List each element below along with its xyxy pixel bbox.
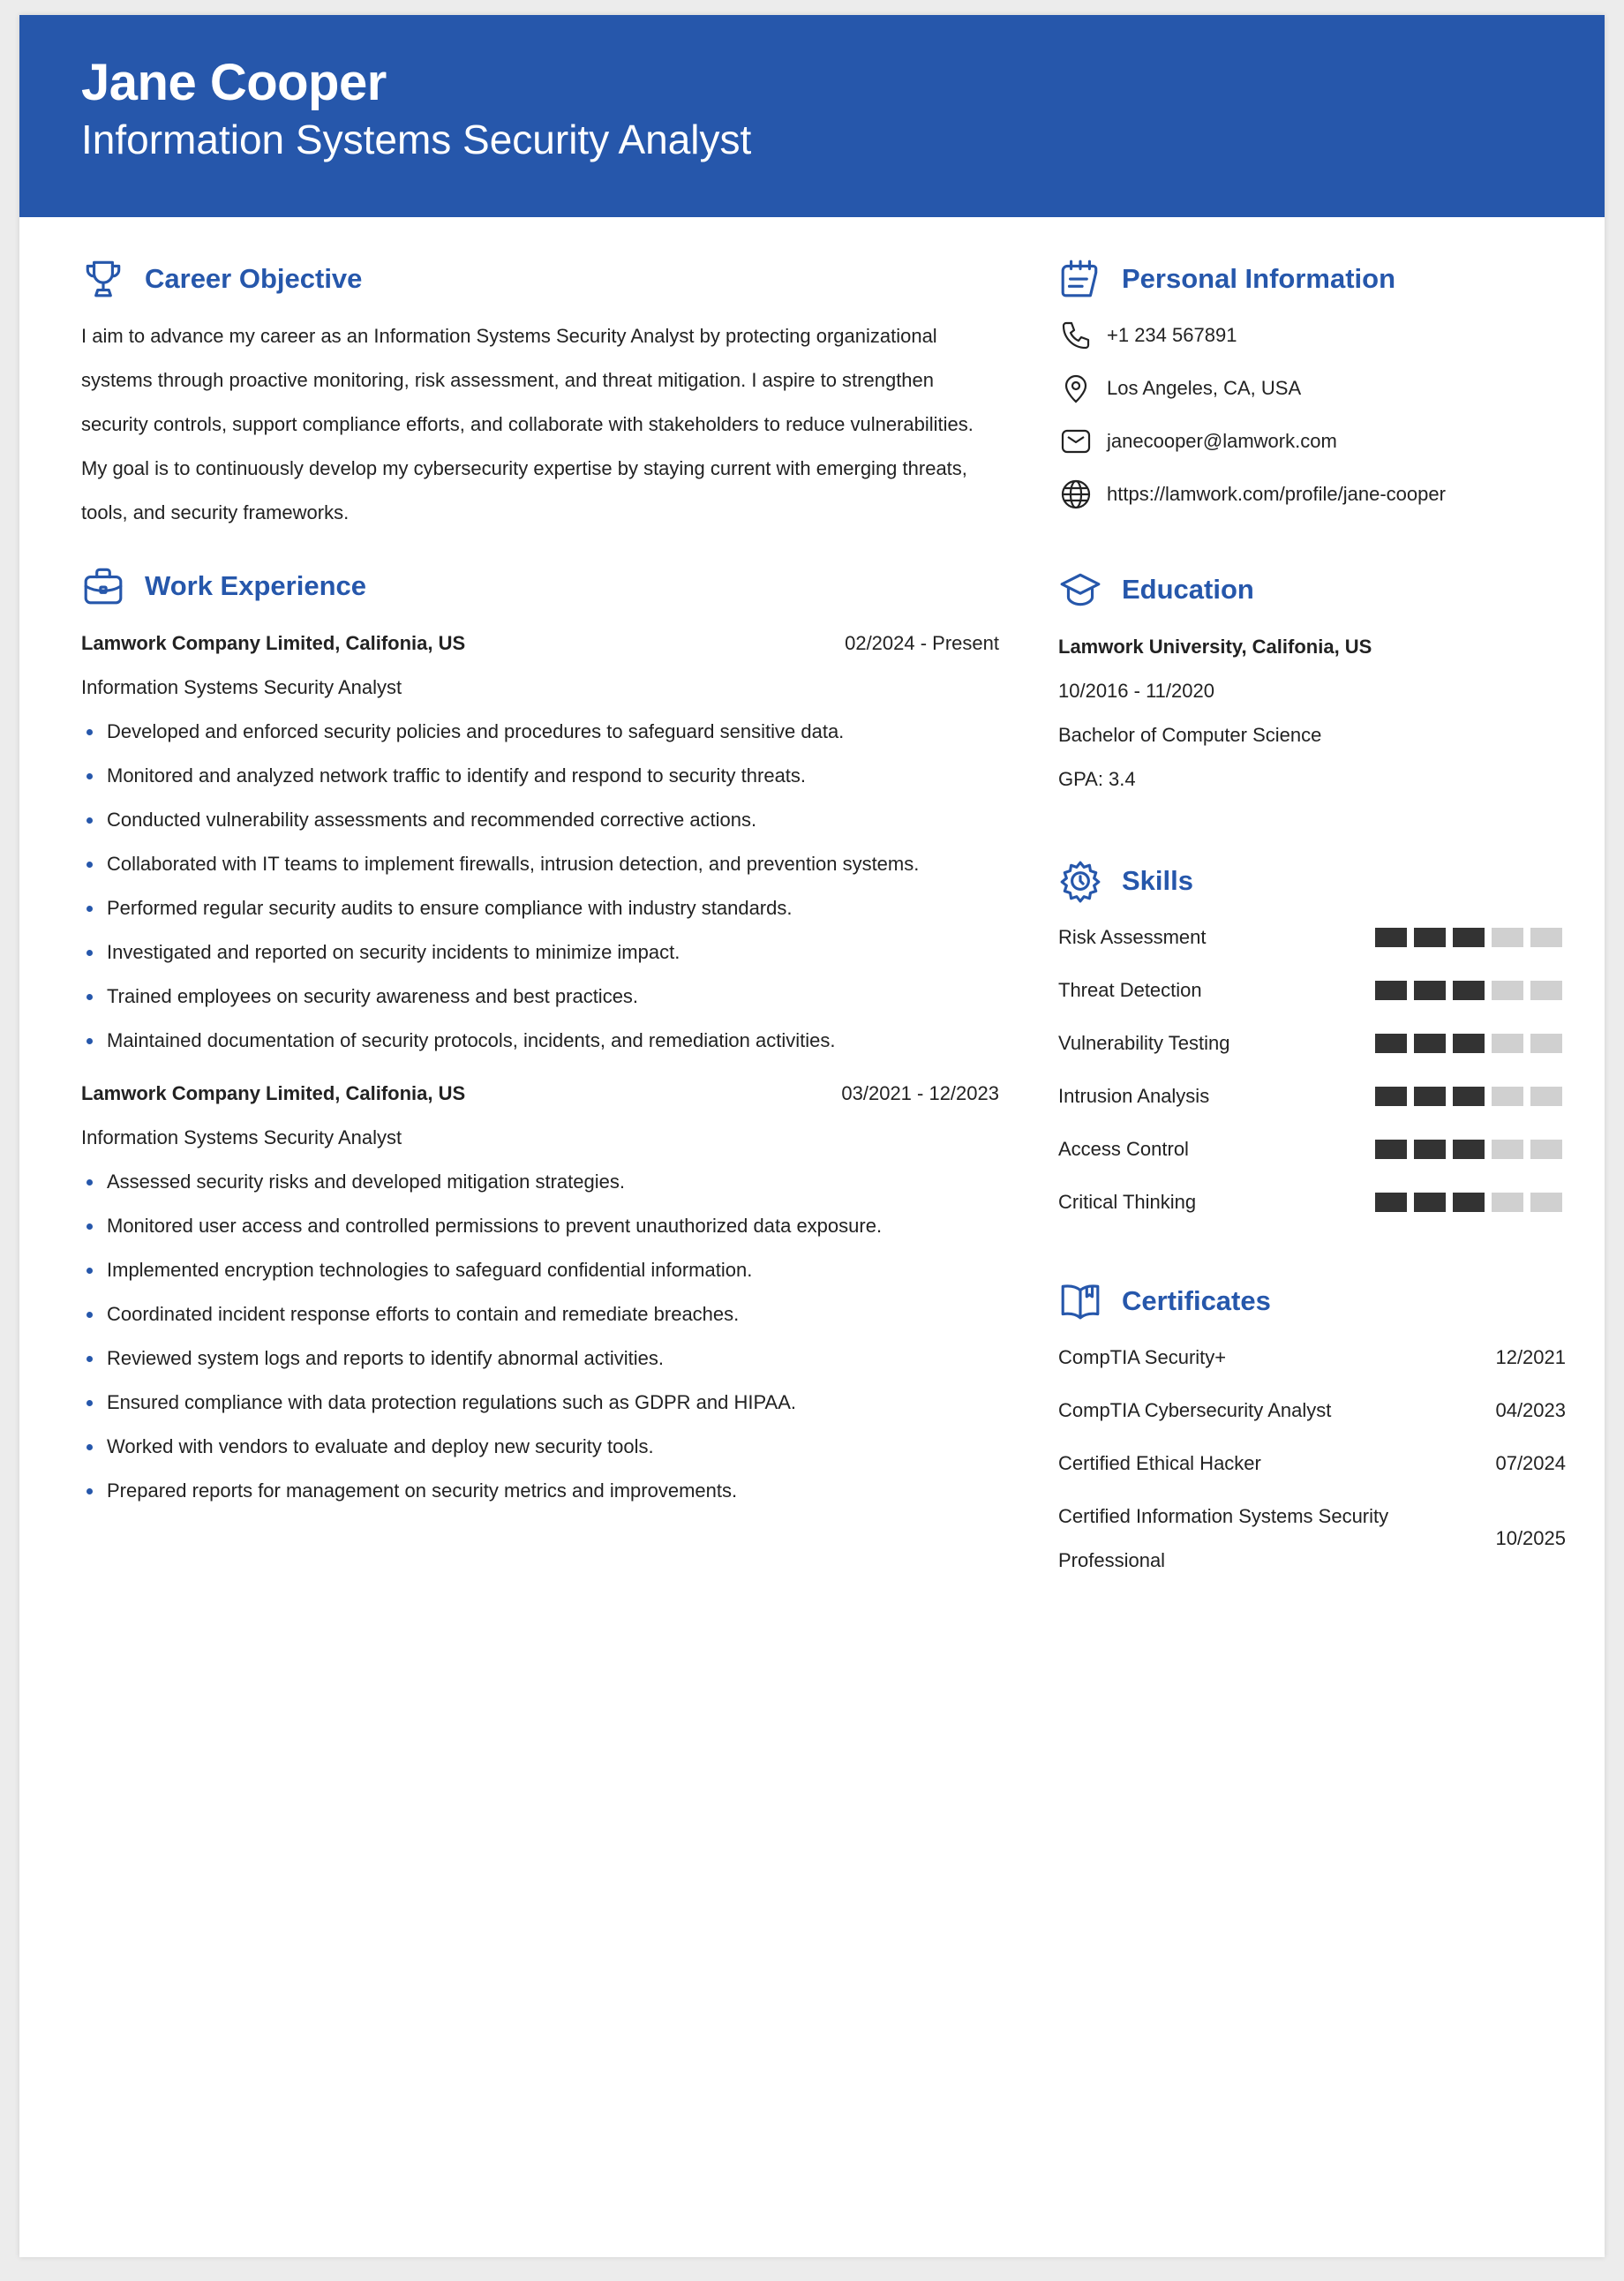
skill-level-bar [1375,1193,1562,1212]
work-experience-section [81,560,999,1513]
bullet-item: Worked with vendors to evaluate and deploy new security tools. [81,1425,999,1469]
bullet-item: Monitored user access and controlled permissions to prevent unauthorized data exposure. [81,1204,999,1248]
certificate-date: 10/2025 [1495,1527,1566,1549]
bullet-item: Trained employees on security awareness and best practices. [81,975,999,1019]
website-row [1058,468,1566,521]
certificate-date: 04/2023 [1495,1399,1566,1421]
skill-name: Risk Assessment [1058,926,1207,948]
degree: Bachelor of Computer Science [1058,724,1322,746]
resume-page [19,15,1605,2257]
skill-name: Access Control [1058,1138,1189,1160]
skill-block-filled [1414,1140,1446,1159]
skill-block-empty [1492,1034,1523,1053]
skill-block-empty [1530,1034,1562,1053]
skill-level-bar [1375,1140,1562,1159]
skill-block-empty [1530,1193,1562,1212]
trophy-icon [81,257,125,301]
book-icon [1058,1279,1102,1323]
skill-name: Vulnerability Testing [1058,1032,1230,1054]
skill-block-filled [1414,1034,1446,1053]
skill-block-filled [1453,1034,1485,1053]
skill-block-empty [1530,1087,1562,1106]
phone-row [1058,309,1566,362]
skill-block-empty [1530,1140,1562,1159]
certificate-row [1058,1331,1566,1384]
job-header [81,621,999,666]
phone-icon [1058,318,1094,353]
skill-block-filled [1375,981,1407,1000]
skill-block-filled [1375,928,1407,947]
skill-block-filled [1375,1034,1407,1053]
education-section [1058,563,1566,802]
bullet-item: Conducted vulnerability assessments and recommended corrective actions. [81,798,999,842]
skill-block-empty [1492,928,1523,947]
skill-row [1058,964,1566,1017]
gpa: GPA: 3.4 [1058,768,1136,790]
candidate-name: Jane Cooper [81,54,387,111]
left-column [81,217,999,1513]
skill-block-empty [1530,981,1562,1000]
candidate-role: Information Systems Security Analyst [81,116,752,162]
certificate-row [1058,1490,1566,1583]
skill-row [1058,1176,1566,1229]
notepad-icon [1058,257,1102,301]
skill-row [1058,1070,1566,1123]
education-dates: 10/2016 - 11/2020 [1058,680,1214,702]
certificate-name: Certified Information Systems Security Professional [1058,1505,1389,1571]
bullet-item: Developed and enforced security policies and procedures to safeguard sensitive data. [81,710,999,754]
job-dates: 02/2024 - Present [845,632,999,654]
bullet-item: Performed regular security audits to ensure compliance with industry standards. [81,886,999,930]
skill-block-empty [1492,1140,1523,1159]
job-role: Information Systems Security Analyst [81,676,402,698]
location-row [1058,362,1566,415]
job-dates: 03/2021 - 12/2023 [841,1082,999,1104]
job-bullets [81,1160,999,1513]
job-entry [81,621,999,1063]
job-entry [81,1072,999,1513]
job-header [81,1072,999,1116]
skill-block-filled [1453,1087,1485,1106]
certificate-row [1058,1384,1566,1437]
location-text: Los Angeles, CA, USA [1107,377,1302,399]
skill-row [1058,911,1566,964]
skill-level-bar [1375,981,1562,1000]
gear-clock-icon [1058,859,1102,903]
bullet-item: Prepared reports for management on security metrics and improvements. [81,1469,999,1513]
section-title: Personal Information [1122,263,1396,294]
resume-header [19,15,1605,217]
skills-list [1058,911,1566,1229]
right-column [1058,217,1566,1583]
certificates-section [1058,1275,1566,1583]
skill-level-bar [1375,1034,1562,1053]
career-objective-section [81,252,999,535]
website-link[interactable]: https://lamwork.com/profile/jane-cooper [1107,483,1446,505]
job-company: Lamwork Company Limited, Califonia, US [81,1082,466,1104]
bullet-item: Maintained documentation of security protocols, incidents, and remediation activities. [81,1019,999,1063]
skill-row [1058,1123,1566,1176]
skill-block-filled [1375,1140,1407,1159]
skill-block-empty [1492,981,1523,1000]
skill-block-filled [1414,1193,1446,1212]
section-header [1058,252,1566,305]
section-title: Work Experience [145,570,366,601]
certificate-row [1058,1437,1566,1490]
certificate-name: Certified Ethical Hacker [1058,1452,1261,1474]
skill-block-filled [1414,1087,1446,1106]
skill-block-empty [1492,1193,1523,1212]
certificate-name: CompTIA Cybersecurity Analyst [1058,1399,1332,1421]
job-role: Information Systems Security Analyst [81,1126,402,1148]
skill-name: Intrusion Analysis [1058,1085,1210,1107]
certificate-name: CompTIA Security+ [1058,1346,1227,1368]
skill-block-filled [1453,1140,1485,1159]
job-company: Lamwork Company Limited, Califonia, US [81,632,466,654]
bullet-item: Implemented encryption technologies to safeguard confidential information. [81,1248,999,1292]
skill-block-filled [1453,928,1485,947]
section-header [1058,1275,1566,1328]
briefcase-icon [81,564,125,608]
personal-information-section [1058,252,1566,521]
bullet-item: Collaborated with IT teams to implement firewalls, intrusion detection, and prevention systems. [81,842,999,886]
section-title: Career Objective [145,263,363,294]
graduation-cap-icon [1058,568,1102,612]
certificate-date: 07/2024 [1495,1452,1566,1474]
skill-block-filled [1414,981,1446,1000]
section-title: Certificates [1122,1285,1271,1316]
bullet-item: Monitored and analyzed network traffic to identify and respond to security threats. [81,754,999,798]
bullet-item: Investigated and reported on security incidents to minimize impact. [81,930,999,975]
skill-name: Threat Detection [1058,979,1202,1001]
bullet-item: Assessed security risks and developed mitigation strategies. [81,1160,999,1204]
skill-level-bar [1375,928,1562,947]
mail-icon [1058,424,1094,459]
phone-text: +1 234 567891 [1107,324,1237,346]
section-header [1058,854,1566,907]
job-bullets [81,710,999,1063]
certificate-date: 12/2021 [1495,1346,1566,1368]
bullet-item: Reviewed system logs and reports to identify abnormal activities. [81,1336,999,1381]
school-name: Lamwork University, Califonia, US [1058,636,1372,658]
section-header [1058,563,1566,616]
skill-block-filled [1375,1193,1407,1212]
skill-row [1058,1017,1566,1070]
globe-icon [1058,477,1094,512]
email-row [1058,415,1566,468]
skill-block-filled [1375,1087,1407,1106]
skill-block-filled [1453,981,1485,1000]
skill-level-bar [1375,1087,1562,1106]
section-title: Education [1122,574,1254,605]
skill-block-empty [1530,928,1562,947]
location-pin-icon [1058,371,1094,406]
skills-section [1058,854,1566,1229]
section-header [81,560,999,613]
skill-name: Critical Thinking [1058,1191,1197,1213]
skill-block-filled [1414,928,1446,947]
bullet-item: Coordinated incident response efforts to contain and remediate breaches. [81,1292,999,1336]
bullet-item: Ensured compliance with data protection regulations such as GDPR and HIPAA. [81,1381,999,1425]
section-title: Skills [1122,865,1193,896]
objective-text: I aim to advance my career as an Information Systems Security Analyst by protecting organizational systems through proactive monitoring, risk assessment, and threat mitigation. I aspire to strengthen security controls, support compliance efforts, and collaborate with stakeholders to reduce vulnerabilities. My goal is to continuously develop my cybersecurity expertise by staying current with emerging threats, tools, and security frameworks. [81,325,974,523]
section-header [81,252,999,305]
skill-block-empty [1492,1087,1523,1106]
skill-block-filled [1453,1193,1485,1212]
email-text[interactable]: janecooper@lamwork.com [1107,430,1337,452]
